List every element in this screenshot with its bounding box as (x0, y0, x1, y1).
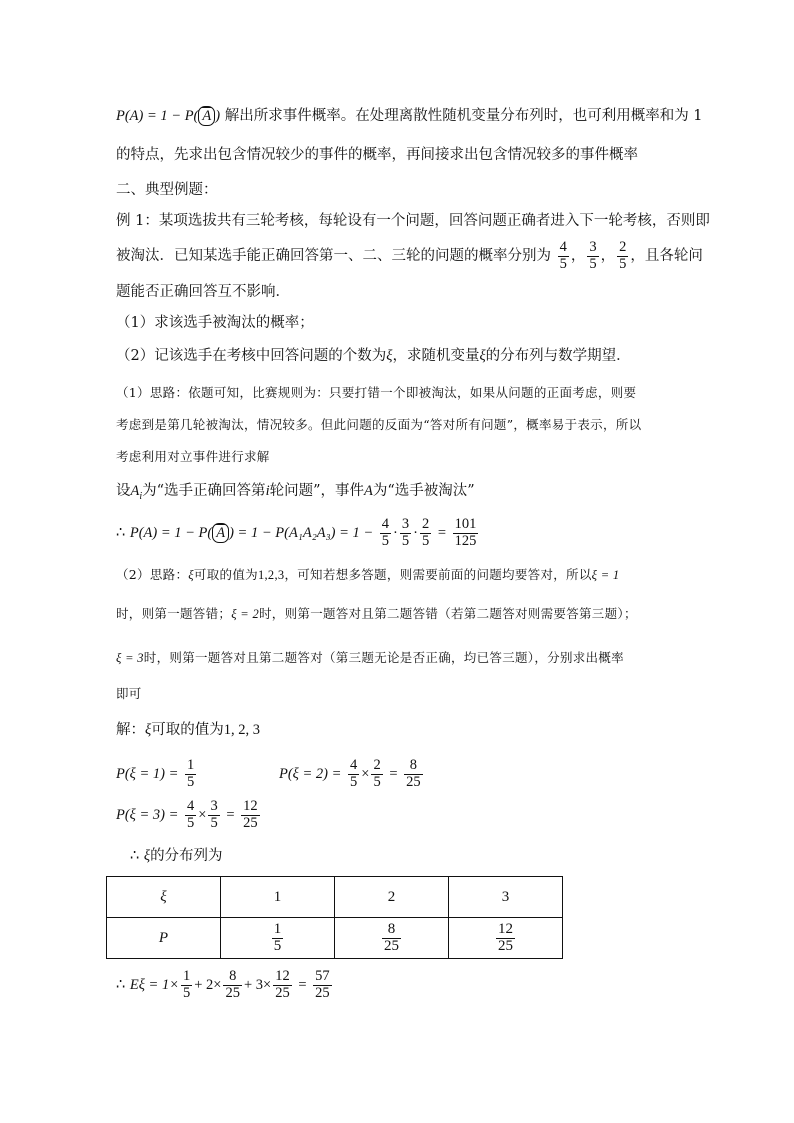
table-cell: $\frac{12}{25}$ (449, 918, 563, 959)
example-line-1: 例 1：某项选拔共有三轮考核，每轮设有一个问题，回答问题正确者进入下一轮考核，否则即 (116, 213, 710, 229)
intro-text-1: 解出所求事件概率。在处理离散性随机变量分布列时，也可利用概率和为 1 (224, 108, 703, 124)
formula-complement: P(A) = 1 − P( A ) (116, 108, 221, 124)
table-row (107, 877, 563, 918)
distribution-label: ∴ ξ的分布列为 (130, 848, 223, 864)
thought2-line-4: 即可 (116, 686, 142, 701)
thought1-line-3: 考虑利用对立事件进行求解 (116, 449, 270, 464)
intro-line-2: 的特点，先求出包含情况较少的事件的概率，再间接求出包含情况较多的事件概率 (116, 147, 638, 163)
prob-xi-1: P(ξ = 1) = $\frac{1}{5}$ (116, 757, 195, 790)
expectation-line: ∴ Eξ = 1× $\frac{1}{5}$ + 2× $\frac{8}{25}$ + 3× $\frac{12}{25}$ = $\frac{57}{25}$ (116, 968, 330, 1001)
fraction-p3: $\frac{2}{5}$ (619, 239, 627, 272)
table-header-cell: ξ (107, 877, 221, 918)
example-line-2: 被淘汰．已知某选手能正确回答第一、二、三轮的问题的概率分别为 $\frac{4}{5}$ ， $\frac{3}{5}$ ， $\frac{2}{5}$ ，且各轮问 (116, 239, 703, 272)
prob-xi-3: P(ξ = 3) = $\frac{4}{5}$ × $\frac{3}{5}$ = $\frac{12}{25}$ (116, 798, 258, 831)
question-1: （1）求该选手被淘汰的概率； (116, 315, 314, 331)
section-title: 二、典型例题： (116, 182, 218, 198)
thought2-line-2: 时，则第一题答错；ξ = 2时，则第一题答对且第二题答错（若第二题答对则需要答第三题）； (116, 606, 637, 621)
table-header-cell: 1 (221, 877, 335, 918)
thought1-line-1: （1）思路：依题可知，比赛规则为：只要打错一个即被淘汰，如果从问题的正面考虑，则要 (116, 385, 637, 400)
answer-fraction: $\frac{101}{125}$ (454, 516, 477, 549)
table-header-cell: 3 (449, 877, 563, 918)
thought1-line-2: 考虑到是第几轮被淘汰，情况较多。但此问题的反面为“答对所有问题”，概率易于表示，所以 (116, 417, 642, 432)
thought2-line-1: （2）思路：ξ可取的值为1,2,3，可知若想多答题，则需要前面的问题均要答对，所以ξ = 1 (116, 567, 620, 582)
fraction-p2: $\frac{3}{5}$ (589, 239, 597, 272)
thought2-line-3: ξ = 3时，则第一题答对且第二题答对（第三题无论是否正确，均已答三题），分别求出概率 (116, 650, 624, 665)
result1-line: ∴ P(A) = 1 − P( A ) = 1 − P(A₁A₂A₃) = 1 − $\frac{4}{5}$ · $\frac{3}{5}$ · $\frac{2}{5}$ = $\frac{101}{125}$ (116, 516, 477, 549)
example-line-3: 题能否正确回答互不影响． (116, 284, 290, 300)
solution-line: 解：ξ可取的值为1, 2, 3 (116, 722, 260, 738)
distribution-table (106, 876, 563, 959)
table-cell: $\frac{1}{5}$ (221, 918, 335, 959)
prob-xi-2: P(ξ = 2) = $\frac{4}{5}$ × $\frac{2}{5}$ = $\frac{8}{25}$ (279, 757, 421, 790)
table-cell: $\frac{8}{25}$ (335, 918, 449, 959)
intro-line-1 (116, 106, 703, 126)
setup-line: 设$A_i$为“选手正确回答第i轮问题”，事件A为“选手被淘汰” (116, 483, 475, 502)
table-cell: P (107, 918, 221, 959)
table-header-cell: 2 (335, 877, 449, 918)
fraction-p1: $\frac{4}{5}$ (559, 239, 567, 272)
table-row (107, 918, 563, 959)
question-2: （2）记该选手在考核中回答问题的个数为ξ，求随机变量ξ的分布列与数学期望． (116, 348, 631, 364)
